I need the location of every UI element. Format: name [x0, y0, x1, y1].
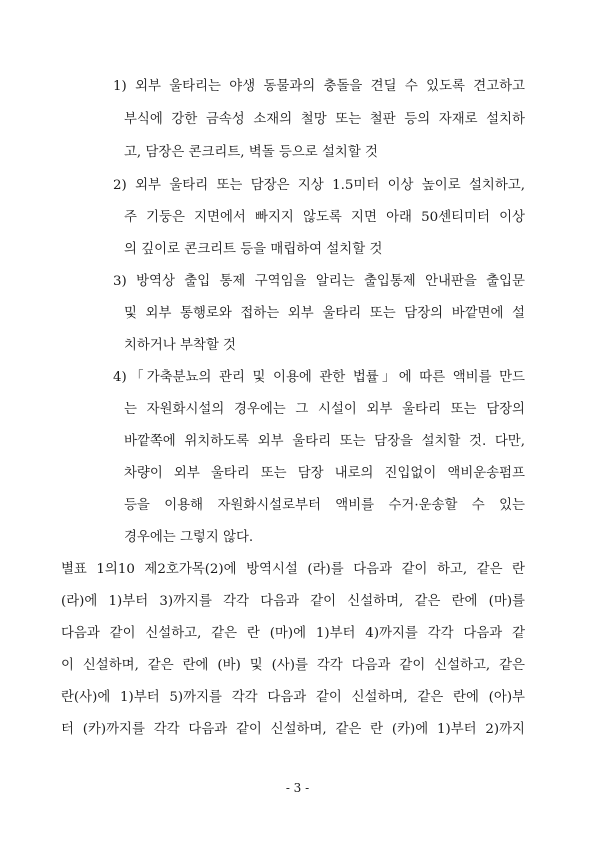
list-item-line: 는 자원화시설의 경우에는 그 시설이 외부 울타리 또는 담장의: [124, 402, 525, 417]
page-number: - 3 -: [285, 781, 310, 795]
list-item-line: 부식에 강한 금속성 소재의 철망 또는 철판 등의 자재로 설치하: [124, 112, 525, 127]
paragraph-line: (라)에 1)부터 3)까지를 각각 다음과 같이 신설하며, 같은 란에 (마)를: [61, 594, 525, 609]
paragraph-line: 터 (카)까지를 각각 다음과 같이 신설하며, 같은 란 (카)에 1)부터 2)까지: [61, 722, 525, 737]
list-item-line: 주 기둥은 지면에서 빠지지 않도록 지면 아래 50센티미터 이상: [124, 210, 525, 225]
list-item-line: 4)「가축분뇨의 관리 및 이용에 관한 법률」에 따른 액비를 만드: [113, 370, 525, 385]
paragraph-line: 별표 1의10 제2호가목(2)에 방역시설 (라)를 다음과 같이 하고, 같은 란: [61, 562, 525, 577]
list-item-line: 1) 외부 울타리는 야생 동물과의 충돌을 견딜 수 있도록 견고하고: [113, 79, 525, 94]
paragraph-line: 이 신설하며, 같은 란에 (바) 및 (사)를 각각 다음과 같이 신설하고, 같은: [61, 658, 525, 673]
list-item-line: 치하거나 부착할 것: [124, 338, 236, 353]
list-item-line: 경우에는 그렇지 않다.: [124, 530, 254, 545]
list-item-line: 3) 방역상 출입 통제 구역임을 알리는 출입통제 안내판을 출입문: [113, 274, 525, 289]
list-item-line: 고, 담장은 콘크리트, 벽돌 등으로 설치할 것: [124, 145, 378, 160]
list-item-line: 바깥쪽에 위치하도록 외부 울타리 또는 담장을 설치할 것. 다만,: [124, 434, 525, 449]
list-item-line: 2) 외부 울타리 또는 담장은 지상 1.5미터 이상 높이로 설치하고,: [113, 178, 525, 193]
paragraph-line: 다음과 같이 신설하고, 같은 란 (마)에 1)부터 4)까지를 각각 다음과 같: [61, 626, 525, 641]
list-item-line: 등을 이용해 자원화시설로부터 액비를 수거·운송할 수 있는: [124, 498, 525, 513]
paragraph-line: 란(사)에 1)부터 5)까지를 각각 다음과 같이 신설하며, 같은 란에 (아)부: [61, 690, 525, 705]
list-item-line: 의 깊이로 콘크리트 등을 매립하여 설치할 것: [124, 242, 383, 257]
list-item-line: 및 외부 통행로와 접하는 외부 울타리 또는 담장의 바깥면에 설: [124, 306, 525, 321]
list-item-line: 차량이 외부 울타리 또는 담장 내로의 진입없이 액비운송펌프: [124, 466, 525, 481]
